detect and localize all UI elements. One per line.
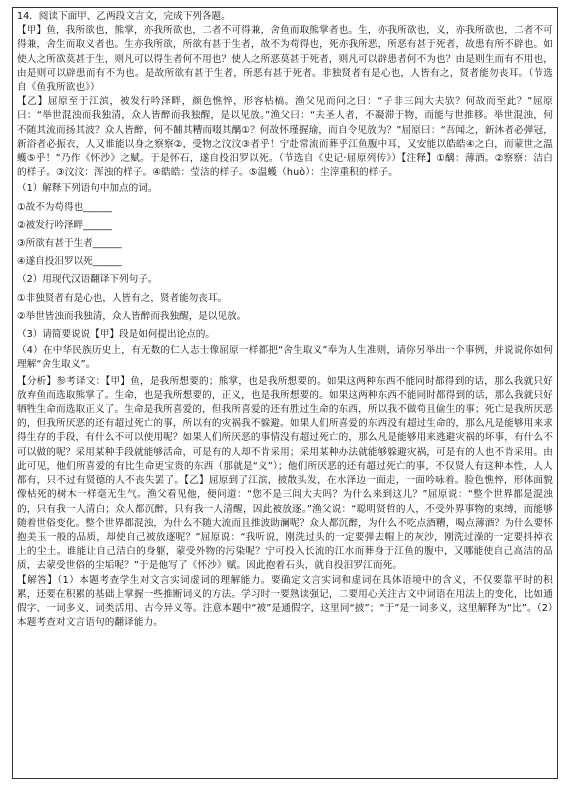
analysis-block: 【分析】参考译文：【甲】鱼，是我所想要的；熊掌，也是我所想要的。如果这两种东西不能同时都得到的话，那么我就只好放弃鱼而选取熊掌了。生命，也是我所想要的，正义，也是我所想要的。如果这两种东西不能同时都得到的话，那么我就只好牺牲生命而选取正义了。生命是我所喜爱的，但我所喜爱的还有胜过生命的东西，所以我不做苟且偷生的事；死亡是我所厌恶的，但我所厌恶的还有超过死亡的事，所以有的灾祸我不躲避。如果人们所喜爱的东西没有超过生命的，那么凡是能够用来求得生存的手段，有什么不可以使用呢？如果人们所厌恶的事情没有超过死亡的，那么凡是能够用来逃避灾祸的坏事，有什么不可以做的呢？采用某种手段就能够活命，可是有的人却不肯采用；采用某种办法就能够躲避灾祸，可是有的人也不肯采用。由此可见，他们所喜爱的有比生命更宝贵的东西（那就是“义”）；他们所厌恶的还有超过死亡的事，不仅贤人有这种本性，人人都有，只不过有贤德的人不丧失罢了。【乙】屈原到了江滨，披散头发，在水泽边一面走，一面吟咏着。脸色憔悴，形体面貌像枯死的树木一样毫无生气。渔父看见他，便问道：“您不是三闾大夫吗？为什么来到这儿？”屈原说：“整个世界都是混浊的，只有我一人清白；众人都沉醉，只有我一人清醒，因此被放逐。”渔父说：“聪明贤哲的人，不受外界事物的束缚，而能够随着世俗变化。整个世界都混浊，为什么不随大流而且推波助澜呢？众人都沉醉，为什么不吃点酒糟，喝点薄酒？为什么要怀抱美玉一般的品质，却使自己被放逐呢？”屈原说：“我听说，刚洗过头的一定要弹去帽上的灰沙，刚洗过澡的一定要抖掉衣上的尘土。谁能让自己洁白的身躯，蒙受外物的污染呢？宁可投入长流的江水而葬身于江鱼的腹中，又哪能使自己高洁的品质，去蒙受世俗的尘垢呢？”于是他写了《怀沙》赋。因此抱着石头，就自投汨罗江而死。 bbox=[17, 375, 553, 572]
q1-item-1: ①故不为苟得也______ bbox=[17, 201, 112, 213]
sub-question-2: （2）用现代汉语翻译下列句子。 bbox=[17, 274, 158, 286]
q2-item-2: ②举世皆浊而我独清，众人皆醉而我独醒，是以见放。 bbox=[17, 310, 247, 322]
sub-question-4: （4）在中华民族历史上，有无数的仁人志士像屈原一样都把“舍生取义”奉为人生准则，请你另举出一个事例，并说说你如何理解“舍生取义”。 bbox=[17, 345, 553, 371]
exam-page bbox=[12, 7, 558, 779]
passage-yi: 【乙】屈原至于江滨，被发行吟泽畔，颜色憔悴，形容枯槁。渔父见而问之曰：“子非三闾大夫欤？何故而至此？”屈原曰：“举世混浊而我独清，众人皆醉而我独醒，是以见放。”渔父曰：“夫圣人者，不凝滞于物，而能与世推移。举世混浊，何不随其流而扬其波？众人皆醉，何不餔其糟而啜其醨①？何故怀瑾握瑜，而自令见放为？”屈原曰：“吾闻之，新沐者必弹冠，新浴者必振衣，人又谁能以身之察察②，受物之汶汶③者乎！宁赴常流而葬乎江鱼腹中耳，又安能以皓皓④之白，而蒙世之温蠖⑤乎！”乃作《怀沙》之赋。于是怀石，遂自投汨罗以死。（节选自《史记·屈原列传》）【注释】①醨：薄酒。②察察：洁白的样子。③汶汶：浑浊的样子。④皓皓：莹洁的样子。⑤温蠖（huò）：尘滓重积的样子。 bbox=[17, 96, 553, 179]
q1-item-2: ②被发行吟泽畔______ bbox=[17, 219, 112, 231]
passage-jia: 【甲】鱼，我所欲也，熊掌，亦我所欲也，二者不可得兼，舍鱼而取熊掌者也。生，亦我所欲也，义，亦我所欲也，二者不可得兼，舍生而取义者也。生亦我所欲，所欲有甚于生者，故不为苟得也，死亦我所恶，所恶有甚于死者，故患有所不辟也。如使人之所欲莫甚于生，则凡可以得生者何不用也？使人之所恶莫甚于死者，则凡可以辟患者何不为也？由是则生而有不用也，由是则可以辟患而有不为也。是故所欲有甚于生者，所恶有甚于死者。非独贤者有是心也，人皆有之，贤者能勿丧耳。（节选自《鱼我所欲也》） bbox=[17, 25, 553, 94]
q1-item-3: ③所欲有甚于生者______ bbox=[17, 238, 122, 250]
sub-question-3: （3）请简要说说【甲】段是如何提出论点的。 bbox=[17, 329, 215, 341]
q1-item-4: ④遂自投汨罗以死______ bbox=[17, 256, 122, 268]
q2-item-1: ①非独贤者有是心也，人皆有之，贤者能勿丧耳。 bbox=[17, 292, 228, 304]
sub-question-1: （1）解释下列语句中加点的词。 bbox=[17, 183, 158, 195]
question-title: 14．阅读下面甲、乙两段文言文，完成下列各题。 bbox=[17, 11, 231, 22]
answer-block: 【解答】（1）本题考查学生对文言实词虚词的理解能力。要确定文言实词和虚词在具体语境中的含义，不仅要靠平时的积累，还要在积累的基础上掌握一些推断词义的方法。学习时一要熟读强记，二要用心关注古文中词语在用法上的变化，比如通假字、一词多义、词类活用、古今异义等。注意本题中“被”是通假字，这里同“披”；“于”是一词多义，这里解释为“比”。（2）本题考查对文言语句的翻译能力。 bbox=[17, 574, 553, 629]
